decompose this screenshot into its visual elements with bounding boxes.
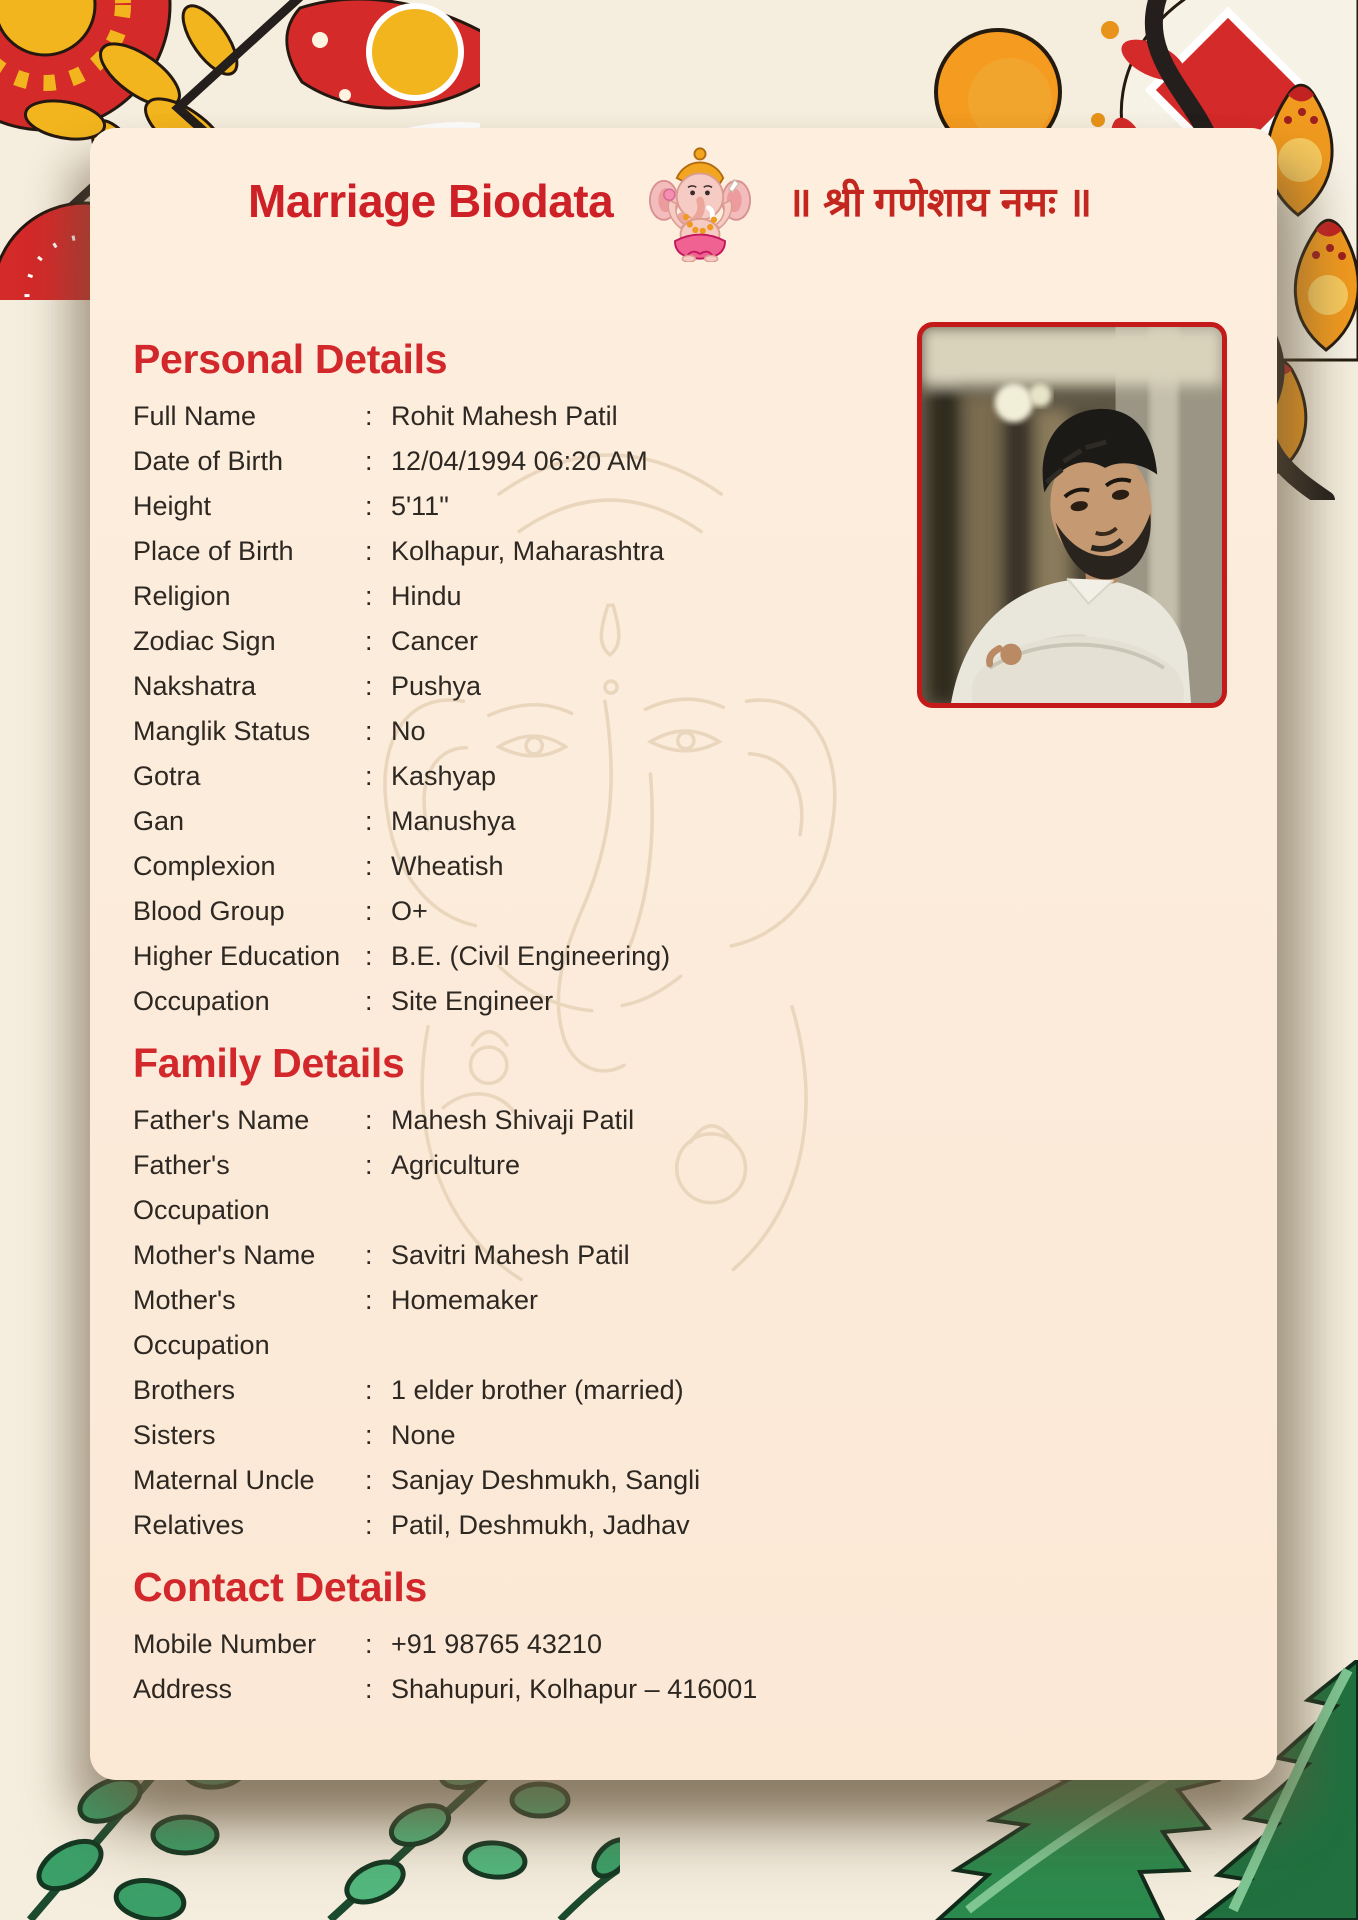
row-fathers-name xyxy=(133,1098,983,1143)
row-colon: : xyxy=(365,581,373,611)
ganesha-icon xyxy=(649,146,751,262)
row-value: Sanjay Deshmukh, Sangli xyxy=(391,1465,701,1495)
row-value: Rohit Mahesh Patil xyxy=(391,401,618,431)
row-label: Place of Birth xyxy=(133,536,294,566)
row-mothers-occupation xyxy=(133,1278,983,1368)
row-mothers-name xyxy=(133,1233,983,1278)
row-colon: : xyxy=(365,1674,373,1704)
row-value: Site Engineer xyxy=(391,986,554,1016)
row-value: Wheatish xyxy=(391,851,504,881)
row-place-of-birth xyxy=(133,529,983,574)
row-colon: : xyxy=(365,1629,373,1659)
row-value: No xyxy=(391,716,426,746)
row-value: B.E. (Civil Engineering) xyxy=(391,941,671,971)
row-value: Patil, Deshmukh, Jadhav xyxy=(391,1510,690,1540)
row-label: Height xyxy=(133,491,212,521)
row-value: Hindu xyxy=(391,581,462,611)
row-label: Mother's Occupation xyxy=(133,1285,270,1360)
row-zodiac-sign xyxy=(133,619,983,664)
row-colon: : xyxy=(365,986,373,1016)
row-complexion xyxy=(133,844,983,889)
row-gan xyxy=(133,799,983,844)
row-colon: : xyxy=(365,1105,373,1135)
row-label: Maternal Uncle xyxy=(133,1465,315,1495)
row-label: Date of Birth xyxy=(133,446,284,476)
row-label: Full Name xyxy=(133,401,257,431)
row-colon: : xyxy=(365,536,373,566)
row-colon: : xyxy=(365,401,373,431)
row-label: Father's Name xyxy=(133,1105,310,1135)
row-date-of-birth xyxy=(133,439,983,484)
row-colon: : xyxy=(365,671,373,701)
row-maternal-uncle xyxy=(133,1458,983,1503)
row-occupation xyxy=(133,979,983,1024)
row-value: Homemaker xyxy=(391,1285,539,1315)
row-label: Blood Group xyxy=(133,896,285,926)
row-colon: : xyxy=(365,1240,373,1270)
page-title: Marriage Biodata xyxy=(248,175,614,227)
row-colon: : xyxy=(365,1375,373,1405)
row-value: Shahupuri, Kolhapur – 416001 xyxy=(391,1674,758,1704)
row-label: Father's Occupation xyxy=(133,1150,270,1225)
row-value: Pushya xyxy=(391,671,482,701)
row-label: Higher Education xyxy=(133,941,341,971)
row-nakshatra xyxy=(133,664,983,709)
row-value: O+ xyxy=(391,896,428,926)
row-colon: : xyxy=(365,896,373,926)
row-colon: : xyxy=(365,1285,373,1315)
row-mobile-number xyxy=(133,1622,983,1667)
row-label: Gotra xyxy=(133,761,201,791)
row-label: Nakshatra xyxy=(133,671,257,701)
section-title-personal-details: Personal Details xyxy=(133,336,448,382)
row-colon: : xyxy=(365,716,373,746)
row-blood-group xyxy=(133,889,983,934)
row-colon: : xyxy=(365,1150,373,1180)
row-value: Savitri Mahesh Patil xyxy=(391,1240,630,1270)
section-title-family-details: Family Details xyxy=(133,1040,405,1086)
row-label: Relatives xyxy=(133,1510,245,1540)
row-fathers-occupation xyxy=(133,1143,983,1233)
row-colon: : xyxy=(365,851,373,881)
row-label: Complexion xyxy=(133,851,276,881)
row-value: Mahesh Shivaji Patil xyxy=(391,1105,635,1135)
row-colon: : xyxy=(365,941,373,971)
row-brothers xyxy=(133,1368,983,1413)
row-label: Religion xyxy=(133,581,231,611)
row-value: +91 98765 43210 xyxy=(391,1629,602,1659)
row-label: Mobile Number xyxy=(133,1629,317,1659)
row-manglik-status xyxy=(133,709,983,754)
row-value: Kashyap xyxy=(391,761,497,791)
row-gotra xyxy=(133,754,983,799)
row-religion xyxy=(133,574,983,619)
row-value: None xyxy=(391,1420,456,1450)
row-colon: : xyxy=(365,491,373,521)
row-value: Kolhapur, Maharashtra xyxy=(391,536,665,566)
row-colon: : xyxy=(365,1510,373,1540)
row-colon: : xyxy=(365,446,373,476)
row-label: Mother's Name xyxy=(133,1240,316,1270)
row-label: Brothers xyxy=(133,1375,236,1405)
row-value: 1 elder brother (married) xyxy=(391,1375,684,1405)
details-content xyxy=(133,334,983,1712)
row-address xyxy=(133,1667,983,1712)
row-value: Agriculture xyxy=(391,1150,521,1180)
row-label: Gan xyxy=(133,806,185,836)
row-label: Manglik Status xyxy=(133,716,311,746)
row-relatives xyxy=(133,1503,983,1548)
row-value: Cancer xyxy=(391,626,479,656)
card-header xyxy=(248,140,1092,262)
row-value: 5'11" xyxy=(391,491,449,521)
row-colon: : xyxy=(365,1420,373,1450)
shri-ganeshay-namah-mantra: ॥ श्री गणेशाय नमः ॥ xyxy=(787,179,1093,225)
row-colon: : xyxy=(365,806,373,836)
row-label: Zodiac Sign xyxy=(133,626,276,656)
row-label: Sisters xyxy=(133,1420,216,1450)
row-colon: : xyxy=(365,1465,373,1495)
row-sisters xyxy=(133,1413,983,1458)
biodata-card xyxy=(90,128,1277,1780)
row-full-name xyxy=(133,394,983,439)
row-colon: : xyxy=(365,626,373,656)
row-label: Occupation xyxy=(133,986,270,1016)
row-value: 12/04/1994 06:20 AM xyxy=(391,446,648,476)
row-value: Manushya xyxy=(391,806,516,836)
row-height xyxy=(133,484,983,529)
row-label: Address xyxy=(133,1674,233,1704)
row-colon: : xyxy=(365,761,373,791)
section-title-contact-details: Contact Details xyxy=(133,1564,427,1610)
row-higher-education xyxy=(133,934,983,979)
